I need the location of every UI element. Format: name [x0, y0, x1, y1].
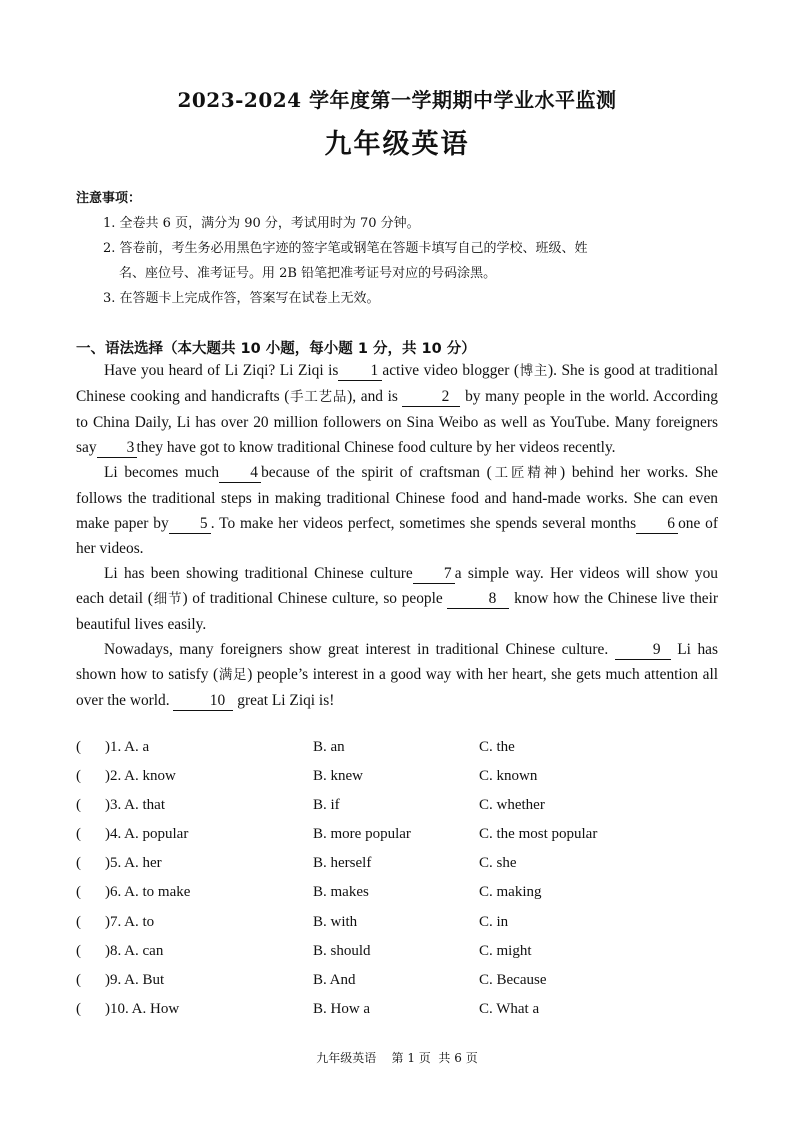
- option-c: C. What a: [479, 1000, 540, 1017]
- notice-item-2-cont: 名、座位号、准考证号。用 2B 铅笔把准考证号对应的号码涂黑。: [119, 266, 497, 281]
- question-1-options: [76, 739, 718, 768]
- passage-paragraph-2: Li becomes much 4 because of the spirit of craftsman (工匠精神) behind her works. She follows the traditional steps in making traditional Chinese food and hand-made works. She can even make paper by 5 . To make her videos perfect, sometimes she spends several months 6 one of her videos.: [76, 464, 718, 557]
- option-b: B. more popular: [313, 826, 411, 843]
- question-4-options: [76, 826, 718, 855]
- answer-paren: (: [76, 768, 81, 785]
- blank-5: 5: [169, 515, 211, 534]
- answer-paren: (: [76, 1000, 81, 1017]
- notice-heading: 注意事项：: [76, 191, 142, 206]
- blank-7: 7: [413, 565, 455, 584]
- blank-6: 6: [636, 515, 678, 534]
- blank-1: 1: [338, 362, 382, 381]
- option-a: )3. A. that: [105, 797, 165, 814]
- option-a: )7. A. to: [105, 913, 155, 930]
- option-b: B. knew: [313, 768, 363, 785]
- question-8-options: [76, 943, 718, 972]
- notice-item-3: 3. 在答题卡上完成作答，答案写在试卷上无效。: [103, 291, 380, 306]
- passage-paragraph-3: Li has been showing traditional Chinese culture 7 a simple way. Her videos will show you each detail (细节) of traditional Chinese culture, so people 8 know how the Chinese live their beautiful lives easily.: [76, 565, 719, 633]
- question-3-options: [76, 797, 718, 826]
- option-b: B. And: [313, 971, 356, 988]
- question-7-options: [76, 914, 718, 943]
- option-b: B. with: [313, 913, 358, 930]
- blank-9: 9: [615, 641, 671, 660]
- option-a: )8. A. can: [105, 942, 164, 959]
- option-a: )9. A. But: [105, 971, 165, 988]
- option-c: C. in: [479, 913, 509, 930]
- option-a: )1. A. a: [105, 739, 150, 755]
- option-a: )4. A. popular: [105, 826, 189, 843]
- question-2-options: [76, 768, 718, 797]
- blank-2: 2: [402, 388, 460, 407]
- page-footer: 九年级英语 第 1 页 共 6 页: [316, 1051, 478, 1065]
- option-c: C. known: [479, 768, 538, 785]
- blank-10: 10: [173, 692, 233, 711]
- question-6-options: [76, 884, 718, 913]
- question-9-options: [76, 972, 718, 1001]
- section-heading: 一、语法选择（本大题共 10 小题，每小题 1 分，共 10 分）: [76, 341, 476, 357]
- option-c: C. the most popular: [479, 826, 598, 843]
- option-b: B. an: [313, 739, 345, 755]
- option-c: C. making: [479, 884, 542, 901]
- option-b: B. makes: [313, 884, 369, 901]
- option-a: )10. A. How: [105, 1000, 180, 1017]
- blank-4: 4: [219, 464, 261, 483]
- exam-subject: 九年级英语: [324, 129, 470, 160]
- question-5-options: [76, 855, 718, 884]
- blank-3: 3: [97, 439, 137, 458]
- option-b: B. should: [313, 942, 371, 959]
- option-c: C. she: [479, 855, 517, 872]
- answer-paren: (: [76, 942, 81, 959]
- answer-paren: (: [76, 797, 81, 814]
- option-c: C. whether: [479, 797, 545, 814]
- option-a: )2. A. know: [105, 768, 176, 785]
- answer-paren: (: [76, 971, 81, 988]
- option-a: )6. A. to make: [105, 884, 191, 901]
- passage-paragraph-1: Have you heard of Li Ziqi? Li Ziqi is 1 active video blogger (博主). She is good at traditional Chinese cooking and handicrafts (手工艺品), and is 2 by many people in the world. According to China Daily, Li has over 20 million followers on Sina Weibo as well as YouTube. Many foreigners say 3 they have got to know traditional Chinese food culture by her videos recently.: [76, 362, 718, 456]
- passage-paragraph-4: Nowadays, many foreigners show great interest in traditional Chinese culture. 9 Li has shown how to satisfy (满足) people’s interest in a good way with her heart, she gets much attention all over the world. 10 great Li Ziqi is!: [76, 641, 719, 709]
- reading-passage: [76, 358, 718, 713]
- option-c: C. might: [479, 942, 532, 959]
- options-list: [76, 739, 718, 1030]
- option-b: B. How a: [313, 1000, 371, 1017]
- notice-item-2: 2. 答卷前，考生务必用黑色字迹的签字笔或钢笔在答题卡填写自己的学校、班级、姓: [103, 241, 588, 256]
- notice-item-1: 1. 全卷共 6 页，满分为 90 分，考试用时为 70 分钟。: [103, 216, 420, 231]
- option-b: B. if: [313, 797, 340, 814]
- blank-8: 8: [447, 590, 509, 609]
- option-b: B. herself: [313, 855, 372, 872]
- option-c: C. Because: [479, 971, 547, 988]
- answer-paren: (: [76, 884, 81, 901]
- question-10-options: [76, 1001, 718, 1030]
- answer-paren: (: [76, 913, 81, 930]
- option-a: )5. A. her: [105, 855, 162, 872]
- option-c: C. the: [479, 739, 515, 755]
- answer-paren: (: [76, 826, 81, 843]
- answer-paren: (: [76, 855, 81, 872]
- exam-title: 2023-2024 学年度第一学期期中学业水平监测: [177, 88, 617, 112]
- answer-paren: (: [76, 739, 81, 755]
